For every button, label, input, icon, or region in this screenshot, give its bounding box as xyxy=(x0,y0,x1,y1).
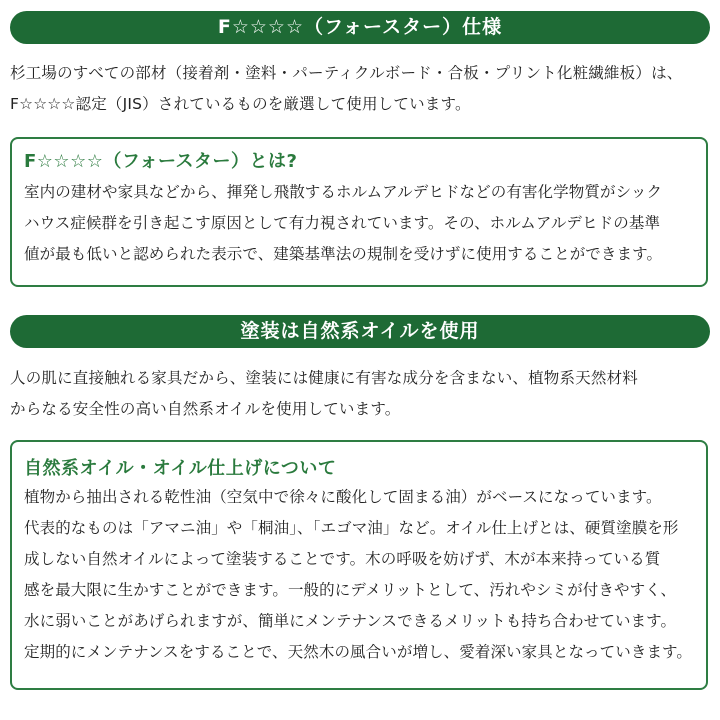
fourstar-intro-paragraph xyxy=(10,58,710,120)
fourstar-box-title: F☆☆☆☆（フォースター）とは? xyxy=(24,151,298,172)
section-banner-oil-finish: 塗装は自然系オイルを使用 xyxy=(10,315,710,348)
paragraph-line: 人の肌に直接触れる家具だから、塗装には健康に有害な成分を含まない、植物系天然材料 xyxy=(10,369,639,387)
paragraph-line: 杉工場のすべての部材（接着剤・塗料・パーティクルボード・合板・プリント化粧繊維板）は、 xyxy=(10,64,683,82)
paragraph-line: ハウス症候群を引き起こす原因として有力視されています。その、ホルムアルデヒドの基準 xyxy=(24,214,661,232)
section-banner-fourstar: F☆☆☆☆（フォースター）仕様 xyxy=(10,11,710,44)
paragraph-line: 値が最も低いと認められた表示で、建築基準法の規制を受けずに使用することができます。 xyxy=(24,245,663,263)
oil-intro-paragraph xyxy=(10,363,710,425)
paragraph-line: からなる安全性の高い自然系オイルを使用しています。 xyxy=(10,400,401,418)
oil-info-box xyxy=(10,440,708,690)
oil-box-title: 自然系オイル・オイル仕上げについて xyxy=(24,458,337,479)
oil-box-body xyxy=(24,482,696,668)
paragraph-line: 定期的にメンテナンスをすることで、天然木の風合いが増し、愛着深い家具となっていきます。 xyxy=(24,643,693,661)
paragraph-line: 植物から抽出される乾性油（空気中で徐々に酸化して固まる油）がベースになっています。 xyxy=(24,488,662,506)
paragraph-line: 感を最大限に生かすことができます。一般的にデメリットとして、汚れやシミが付きやすく、 xyxy=(24,581,677,599)
paragraph-line: 水に弱いことがあげられますが、簡単にメンテナンスできるメリットも持ち合わせています。 xyxy=(24,612,677,630)
paragraph-line: F☆☆☆☆認定（JIS）されているものを厳選して使用しています。 xyxy=(10,95,471,113)
fourstar-box-body xyxy=(24,177,696,270)
paragraph-line: 成しない自然オイルによって塗装することです。木の呼吸を妨げず、木が本来持っている質 xyxy=(24,550,661,568)
fourstar-info-box xyxy=(10,137,708,287)
paragraph-line: 代表的なものは「アマニ油」や「桐油」、「エゴマ油」など。オイル仕上げとは、硬質塗膜を形 xyxy=(24,519,679,537)
paragraph-line: 室内の建材や家具などから、揮発し飛散するホルムアルデヒドなどの有害化学物質がシック xyxy=(24,183,663,201)
